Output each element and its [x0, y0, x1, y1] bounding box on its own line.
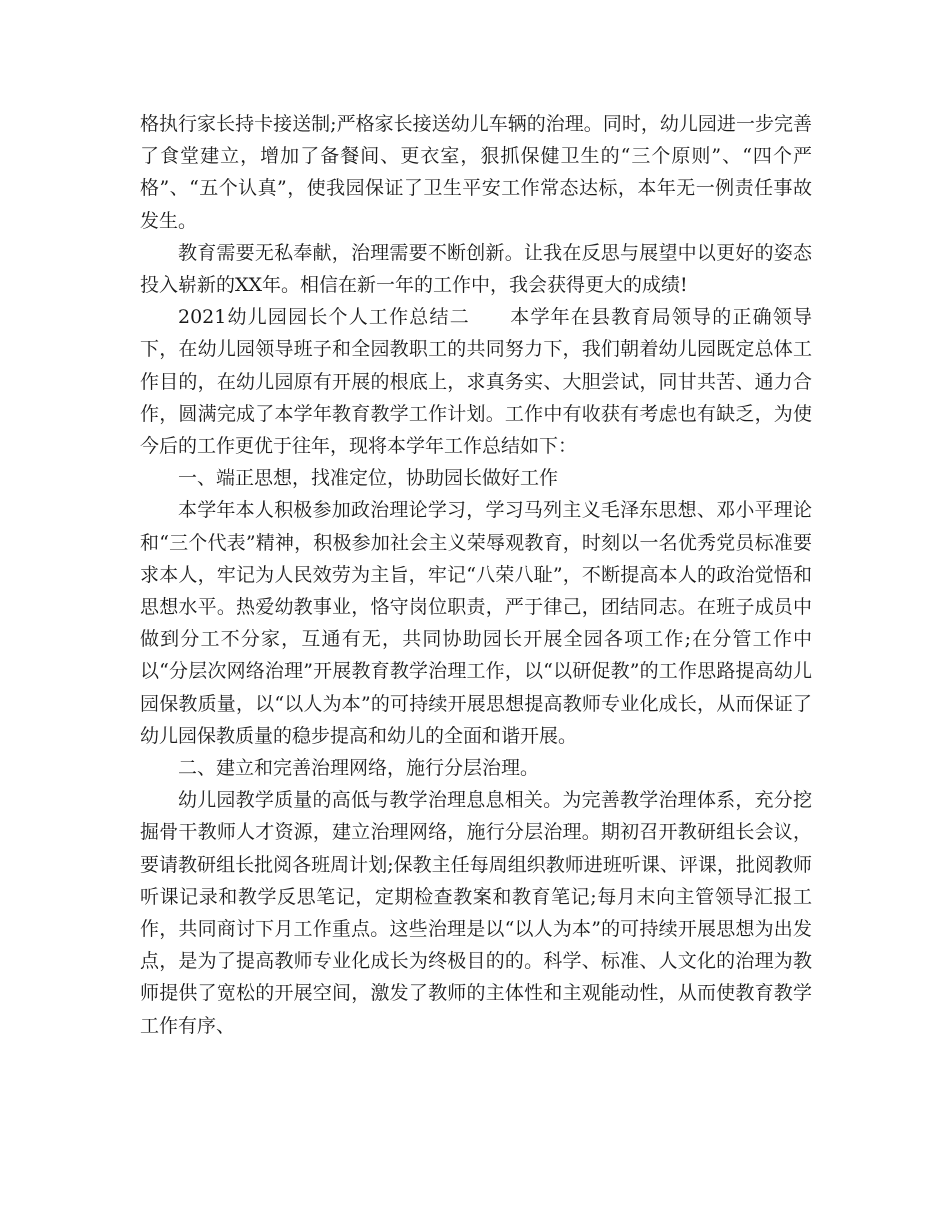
paragraph-2: 教育需要无私奉献，治理需要不断创新。让我在反思与展望中以更好的姿态投入崭新的XX年。相信在新一年的工作中，我会获得更大的成绩!: [140, 241, 812, 297]
section-heading-2: 二、建立和完善治理网络，施行分层治理。: [178, 757, 540, 780]
document-page: [140, 108, 812, 1042]
paragraph-5: 幼儿园教学质量的高低与教学治理息息相关。为完善教学治理体系，充分挖掘骨干教师人才资源，建立治理网络，施行分层治理。期初召开教研组长会议，要请教研组长批阅各班周计划;保教主任每周组织教师进班听课、评课，批阅教师听课记录和教学反思笔记，定期检查教案和教育笔记;每月末向主管领导汇报工作，共同商讨下月工作重点。这些治理是以“以人为本”的可持续开展思想为出发点，是为了提高教师专业化成长为终极目的的。科学、标准、人文化的治理为教师提供了宽松的开展空间，激发了教师的主体性和主观能动性，从而使教育教学工作有序、: [140, 789, 812, 1037]
section-heading-1: 一、端正思想，找准定位，协助园长做好工作: [178, 467, 559, 490]
paragraph-4: 本学年本人积极参加政治理论学习，学习马列主义毛泽东思想、邓小平理论和“三个代表”精神，积极参加社会主义荣辱观教育，时刻以一名优秀党员标准要求本人，牢记为人民效劳为主旨，牢记“八荣八耻”，不断提高本人的政治觉悟和思想水平。热爱幼教事业，恪守岗位职责，严于律己，团结同志。在班子成员中做到分工不分家，互通有无，共同协助园长开展全园各项工作;在分管工作中以“分层次网络治理”开展教育教学治理工作，以“以研促教”的工作思路提高幼儿园保教质量，以“以人为本”的可持续开展思想提高教师专业化成长，从而保证了幼儿园保教质量的稳步提高和幼儿的全面和谐开展。: [140, 499, 812, 747]
paragraph-1: 格执行家长持卡接送制;严格家长接送幼儿车辆的治理。同时，幼儿园进一步完善了食堂建立，增加了备餐间、更衣室，狠抓保健卫生的“三个原则”、“四个严格”、“五个认真”，使我园保证了卫生平安工作常态达标，本年无一例责任事故发生。: [140, 113, 812, 232]
paragraph-3: 2021幼儿园园长个人工作总结二 本学年在县教育局领导的正确领导下，在幼儿园领导班子和全园教职工的共同努力下，我们朝着幼儿园既定总体工作目的，在幼儿园原有开展的根底上，求真务实、大胆尝试，同甘共苦、通力合作，圆满完成了本学年教育教学工作计划。工作中有收获有考虑也有缺乏，为使今后的工作更优于往年，现将本学年工作总结如下：: [140, 306, 812, 458]
